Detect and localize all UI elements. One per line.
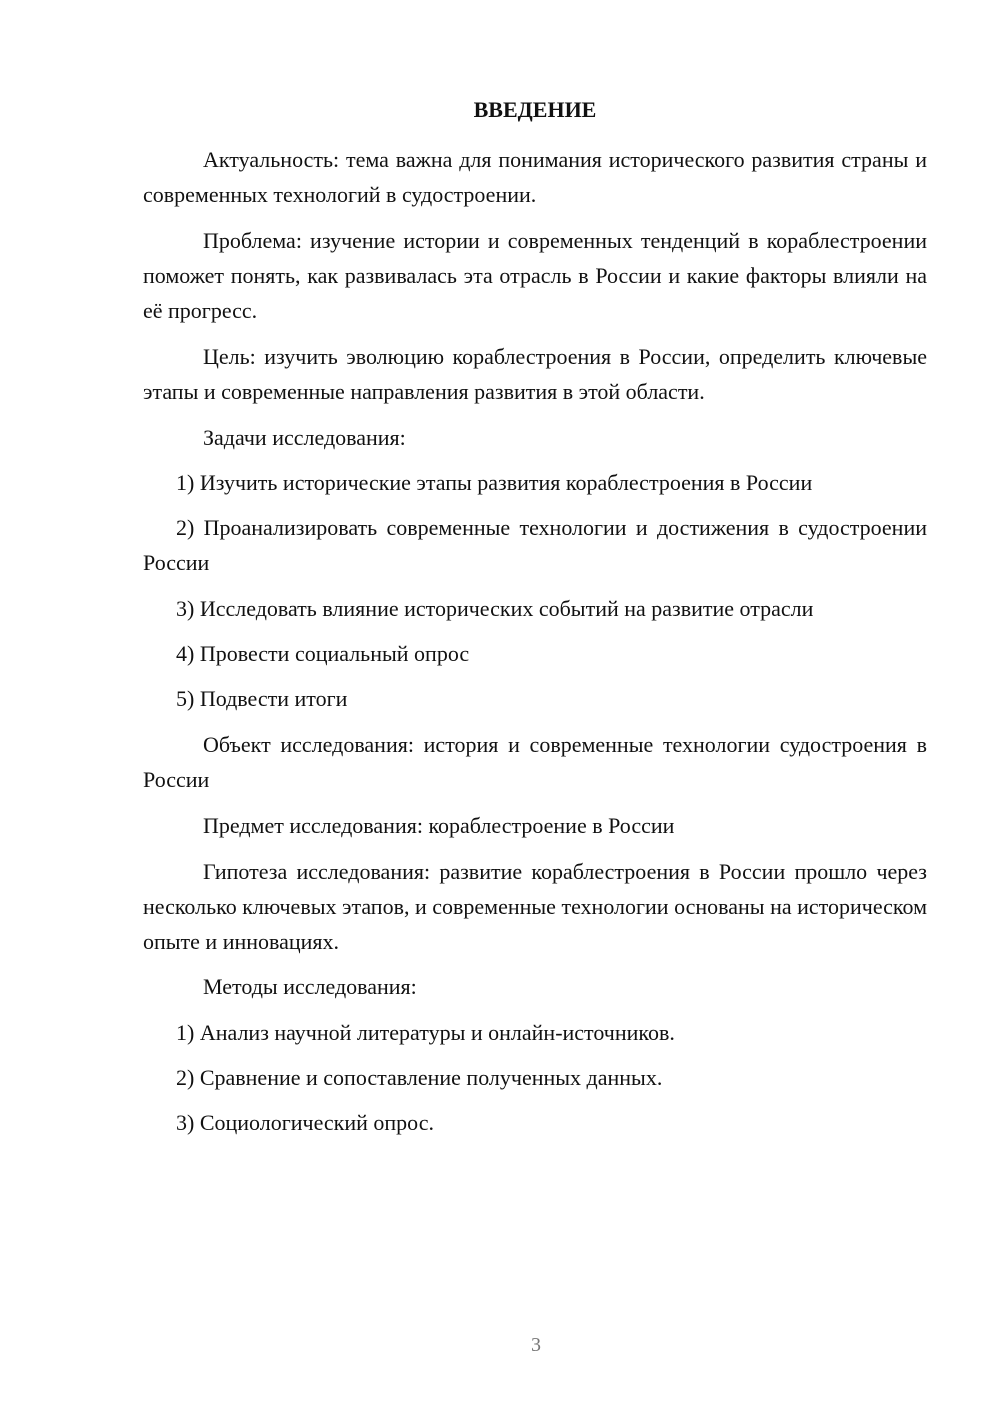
document-title: ВВЕДЕНИЕ (473, 97, 597, 122)
method-item: 3) Социологический опрос. (176, 1110, 434, 1135)
problem-paragraph: Проблема: изучение истории и современных тенденций в кораблестроении поможет понять, как развивалась эта отрасль в России и какие факторы влияли на её прогресс. (143, 228, 927, 323)
hypothesis-paragraph: Гипотеза исследования: развитие кораблестроения в России прошло через несколько ключевых этапов, и современные технологии основаны на историческом опыте и инновациях. (143, 859, 927, 954)
method-item: 1) Анализ научной литературы и онлайн-источников. (176, 1020, 675, 1045)
relevance-paragraph: Актуальность: тема важна для понимания исторического развития страны и современных технологий в судостроении. (143, 147, 927, 207)
page-number: 3 (531, 1334, 541, 1356)
goal-paragraph: Цель: изучить эволюцию кораблестроения в России, определить ключевые этапы и современные направления развития в этой области. (143, 344, 927, 404)
tasks-heading: Задачи исследования: (203, 425, 406, 450)
task-item: 1) Изучить исторические этапы развития кораблестроения в России (176, 470, 813, 495)
task-item: 3) Исследовать влияние исторических событий на развитие отрасли (176, 596, 814, 621)
research-subject-paragraph: Предмет исследования: кораблестроение в России (203, 813, 675, 838)
research-object-paragraph: Объект исследования: история и современные технологии судостроения в России (143, 732, 927, 792)
method-item: 2) Сравнение и сопоставление полученных данных. (176, 1065, 663, 1090)
methods-heading: Методы исследования: (203, 974, 417, 999)
task-item: 5) Подвести итоги (176, 686, 348, 711)
task-item: 4) Провести социальный опрос (176, 641, 470, 666)
task-item: 2) Проанализировать современные технологии и достижения в судостроении России (143, 515, 927, 575)
